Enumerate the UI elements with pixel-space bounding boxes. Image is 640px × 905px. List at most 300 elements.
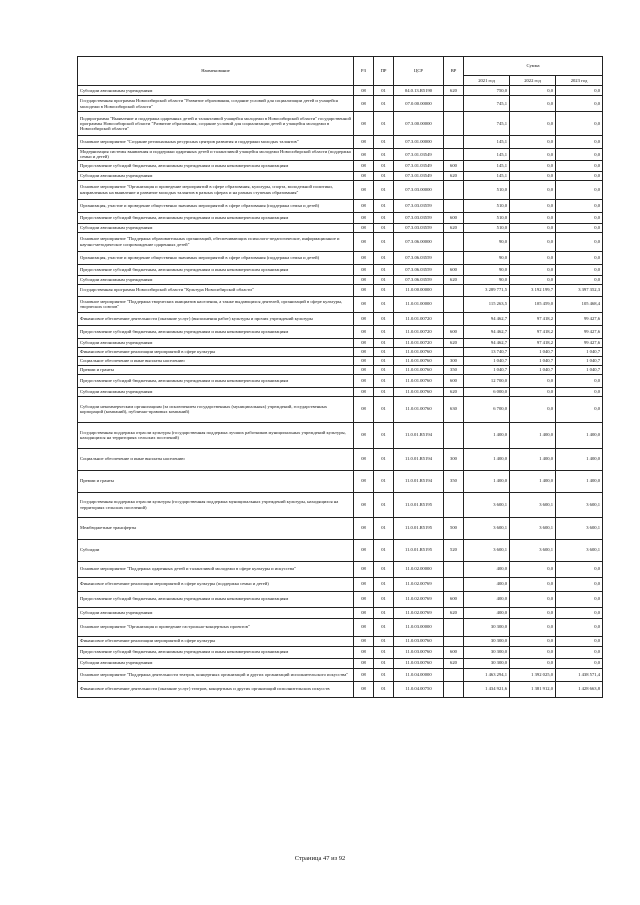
cell-rz: 08 [354, 160, 374, 171]
cell-name: Субсидии автономным учреждениям [78, 658, 354, 668]
cell-pr: 01 [374, 396, 394, 422]
cell-sum-2021: 6 700,0 [464, 396, 510, 422]
cell-vr [444, 251, 464, 264]
cell-sum-2022: 0,0 [510, 136, 556, 149]
cell-sum-2021: 90,0 [464, 264, 510, 275]
table-row [78, 275, 603, 284]
cell-vr: 600 [444, 374, 464, 387]
cell-sum-2023: 99 427,6 [556, 312, 603, 325]
cell-sum-2023: 0,0 [556, 160, 603, 171]
cell-sum-2022: 97 418,2 [510, 325, 556, 338]
cell-sum-2022: 0,0 [510, 618, 556, 636]
cell-pr: 01 [374, 347, 394, 356]
cell-sum-2023: 0,0 [556, 591, 603, 607]
cell-csr: 07.3.01.03549 [394, 171, 444, 180]
cell-sum-2023: 0,0 [556, 86, 603, 96]
cell-pr: 01 [374, 607, 394, 618]
cell-name: Предоставление субсидий бюджетным, автономным учреждениям и иным некоммерческим организациям [78, 646, 354, 658]
cell-pr: 01 [374, 668, 394, 681]
cell-sum-2021: 30 300,0 [464, 658, 510, 668]
cell-pr: 01 [374, 325, 394, 338]
cell-vr [444, 199, 464, 212]
cell-sum-2021: 400,0 [464, 561, 510, 577]
cell-sum-2021: 3 289 771,5 [464, 284, 510, 296]
cell-pr: 01 [374, 646, 394, 658]
cell-name: Основное мероприятие "Организация и проведение мероприятий в сфере образования, культуры, спорта, молодежной политики, направленных на выявление и развитие молодых талантов в разных сферах и на разных ступенях образования" [78, 180, 354, 199]
cell-name: Предоставление субсидий бюджетным, автономным учреждениям и иным некоммерческим организациям [78, 212, 354, 223]
cell-vr [444, 347, 464, 356]
table-row [78, 264, 603, 275]
cell-name: Межбюджетные трансферты [78, 517, 354, 539]
cell-sum-2021: 750,0 [464, 86, 510, 96]
cell-sum-2021: 6 000,0 [464, 387, 510, 396]
cell-sum-2022: 1 400,0 [510, 422, 556, 448]
table-row [78, 160, 603, 171]
cell-sum-2022: 0,0 [510, 149, 556, 161]
cell-name: Основное мероприятие "Поддержка творческих инициатив населения, а также выдающихся деятелей, организаций в сфере культуры, творческих союзов" [78, 296, 354, 312]
budget-table-container [77, 56, 602, 698]
table-body [78, 86, 603, 698]
cell-pr: 01 [374, 171, 394, 180]
table-row [78, 607, 603, 618]
cell-sum-2021: 115 263,5 [464, 296, 510, 312]
cell-sum-2021: 90,0 [464, 232, 510, 251]
cell-name: Организация, участие и проведение общественно значимых мероприятий в сфере образования (поддержка семьи и детей) [78, 251, 354, 264]
cell-sum-2021: 145,1 [464, 149, 510, 161]
cell-rz: 08 [354, 275, 374, 284]
cell-name: Социальное обеспечение и иные выплаты населению [78, 448, 354, 470]
cell-pr: 01 [374, 374, 394, 387]
cell-sum-2021: 1 400,0 [464, 470, 510, 492]
cell-sum-2022: 1 040,7 [510, 356, 556, 365]
cell-rz: 08 [354, 470, 374, 492]
cell-pr: 01 [374, 387, 394, 396]
cell-sum-2023: 3 600,1 [556, 539, 603, 561]
cell-vr: 620 [444, 658, 464, 668]
cell-pr: 01 [374, 232, 394, 251]
cell-csr: 07.0.00.00000 [394, 96, 444, 112]
cell-vr: 620 [444, 607, 464, 618]
cell-vr: 500 [444, 517, 464, 539]
cell-sum-2021: 1 463 294,1 [464, 668, 510, 681]
cell-name: Субсидии автономным учреждениям [78, 387, 354, 396]
cell-sum-2023: 0,0 [556, 636, 603, 646]
cell-csr: 11.0.00.00000 [394, 284, 444, 296]
header-csr: ЦСР [394, 57, 444, 86]
table-header [78, 57, 603, 86]
cell-name: Государственная программа Новосибирской области "Культура Новосибирской области" [78, 284, 354, 296]
cell-sum-2023: 1 400,0 [556, 448, 603, 470]
cell-pr: 01 [374, 112, 394, 136]
cell-name: Основное мероприятие "Организация и проведение гастрольно-концертных проектов" [78, 618, 354, 636]
cell-pr: 01 [374, 180, 394, 199]
cell-vr: 600 [444, 264, 464, 275]
header-sum: Сумма [464, 57, 603, 76]
cell-rz: 08 [354, 607, 374, 618]
cell-name: Модернизация системы выявления и поддержки одаренных детей и талантливой учащейся молодежи Новосибирской области (поддержка семьи и детей) [78, 149, 354, 161]
cell-sum-2021: 745,1 [464, 96, 510, 112]
cell-sum-2023: 3 397 352,3 [556, 284, 603, 296]
cell-sum-2023: 0,0 [556, 577, 603, 591]
cell-sum-2021: 145,1 [464, 171, 510, 180]
cell-vr: 300 [444, 448, 464, 470]
cell-pr: 01 [374, 86, 394, 96]
cell-pr: 01 [374, 338, 394, 347]
cell-rz: 08 [354, 199, 374, 212]
cell-vr: 300 [444, 356, 464, 365]
cell-name: Основное мероприятие "Создание региональных ресурсных центров развития и поддержки молодых талантов" [78, 136, 354, 149]
cell-sum-2021: 94 462,7 [464, 312, 510, 325]
cell-csr: 07.3.03.03559 [394, 223, 444, 232]
cell-vr [444, 577, 464, 591]
cell-sum-2021: 30 300,0 [464, 618, 510, 636]
cell-pr: 01 [374, 296, 394, 312]
cell-csr: 07.3.01.03549 [394, 149, 444, 161]
cell-rz: 08 [354, 149, 374, 161]
cell-sum-2023: 0,0 [556, 251, 603, 264]
cell-name: Субсидии автономным учреждениям [78, 275, 354, 284]
cell-sum-2023: 0,0 [556, 561, 603, 577]
header-year-2023: 2023 год [556, 76, 603, 86]
table-row [78, 232, 603, 251]
cell-name: Субсидии некоммерческим организациям (за исключением государственных (муниципальных) учреждений, государственных корпораций (компаний), публично-правовых компаний) [78, 396, 354, 422]
table-row [78, 284, 603, 296]
cell-sum-2021: 745,1 [464, 112, 510, 136]
cell-sum-2023: 1 428 663,8 [556, 681, 603, 697]
cell-sum-2022: 3 600,1 [510, 492, 556, 517]
cell-name: Субсидии автономным учреждениям [78, 171, 354, 180]
cell-vr [444, 296, 464, 312]
cell-rz: 08 [354, 577, 374, 591]
cell-rz: 08 [354, 325, 374, 338]
cell-rz: 08 [354, 396, 374, 422]
page-number: Страница 47 из 92 [294, 855, 346, 862]
cell-name: Финансовое обеспечение деятельности (оказание услуг) театров, концертных и других организаций исполнительских искусств [78, 681, 354, 697]
table-row [78, 312, 603, 325]
table-row [78, 646, 603, 658]
cell-vr: 630 [444, 396, 464, 422]
cell-csr: 11.0.01.R5194 [394, 470, 444, 492]
cell-rz: 08 [354, 636, 374, 646]
cell-sum-2023: 1 040,7 [556, 356, 603, 365]
cell-pr: 01 [374, 365, 394, 374]
cell-name: Предоставление субсидий бюджетным, автономным учреждениям и иным некоммерческим организациям [78, 264, 354, 275]
cell-sum-2022: 0,0 [510, 591, 556, 607]
cell-name: Субсидии [78, 539, 354, 561]
table-row [78, 251, 603, 264]
table-row [78, 296, 603, 312]
cell-sum-2023: 0,0 [556, 387, 603, 396]
cell-rz: 08 [354, 591, 374, 607]
cell-sum-2021: 510,0 [464, 212, 510, 223]
cell-sum-2022: 97 418,2 [510, 312, 556, 325]
cell-sum-2023: 3 600,1 [556, 517, 603, 539]
cell-pr: 01 [374, 658, 394, 668]
cell-vr [444, 284, 464, 296]
cell-pr: 01 [374, 264, 394, 275]
cell-sum-2022: 3 600,1 [510, 539, 556, 561]
cell-sum-2022: 0,0 [510, 264, 556, 275]
cell-sum-2021: 510,0 [464, 199, 510, 212]
table-row [78, 681, 603, 697]
cell-sum-2023: 0,0 [556, 212, 603, 223]
cell-pr: 01 [374, 470, 394, 492]
cell-sum-2022: 0,0 [510, 86, 556, 96]
cell-vr: 350 [444, 365, 464, 374]
cell-name: Субсидии автономным учреждениям [78, 86, 354, 96]
cell-sum-2022: 0,0 [510, 251, 556, 264]
cell-csr: 11.0.01.00760 [394, 347, 444, 356]
cell-pr: 01 [374, 492, 394, 517]
table-row [78, 577, 603, 591]
cell-csr: 11.0.01.R5195 [394, 492, 444, 517]
cell-vr: 620 [444, 275, 464, 284]
cell-vr [444, 112, 464, 136]
cell-pr: 01 [374, 160, 394, 171]
cell-rz: 08 [354, 668, 374, 681]
cell-sum-2022: 0,0 [510, 112, 556, 136]
cell-vr [444, 422, 464, 448]
cell-csr: 11.0.03.00000 [394, 618, 444, 636]
cell-sum-2023: 3 600,1 [556, 492, 603, 517]
cell-sum-2023: 1 438 571,4 [556, 668, 603, 681]
cell-vr: 620 [444, 338, 464, 347]
table-row [78, 492, 603, 517]
cell-csr: 11.0.03.00760 [394, 658, 444, 668]
cell-sum-2023: 99 427,6 [556, 338, 603, 347]
cell-name: Государственная поддержка отрасли культуры (государственная поддержка лучших работников муниципальных учреждений культуры, находящихся на территориях сельских поселений) [78, 422, 354, 448]
table-row [78, 658, 603, 668]
cell-sum-2021: 1 434 921,6 [464, 681, 510, 697]
cell-pr: 01 [374, 577, 394, 591]
cell-sum-2022: 3 600,1 [510, 517, 556, 539]
cell-name: Субсидии автономным учреждениям [78, 338, 354, 347]
cell-vr: 620 [444, 86, 464, 96]
cell-rz: 08 [354, 517, 374, 539]
table-row [78, 347, 603, 356]
table-row [78, 199, 603, 212]
cell-csr: 07.3.06.00000 [394, 232, 444, 251]
cell-vr: 620 [444, 387, 464, 396]
table-row [78, 668, 603, 681]
cell-csr: 11.0.01.00760 [394, 374, 444, 387]
table-row [78, 517, 603, 539]
cell-vr: 600 [444, 591, 464, 607]
cell-name: Подпрограмма "Выявление и поддержка одаренных детей и талантливой учащейся молодежи в Новосибирской области" государственной программы Новосибирской области "Развитие образования, создание условий для социализации детей и учащейся молодежи в Новосибирской области" [78, 112, 354, 136]
cell-vr [444, 561, 464, 577]
cell-csr: 11.0.01.00760 [394, 365, 444, 374]
cell-sum-2021: 3 600,1 [464, 539, 510, 561]
cell-csr: 07.3.01.03549 [394, 160, 444, 171]
table-row [78, 591, 603, 607]
cell-pr: 01 [374, 284, 394, 296]
cell-rz: 08 [354, 356, 374, 365]
cell-name: Основное мероприятие "Поддержка одаренных детей и талантливой молодежи в сфере культуры и искусства" [78, 561, 354, 577]
cell-csr: 11.0.01.00760 [394, 356, 444, 365]
cell-rz: 08 [354, 387, 374, 396]
cell-sum-2022: 1 040,7 [510, 347, 556, 356]
cell-name: Предоставление субсидий бюджетным, автономным учреждениям и иным некоммерческим организациям [78, 374, 354, 387]
cell-csr: 11.0.01.R5195 [394, 517, 444, 539]
cell-sum-2023: 1 040,7 [556, 347, 603, 356]
cell-sum-2021: 145,1 [464, 136, 510, 149]
cell-csr: 07.3.06.03559 [394, 251, 444, 264]
table-row [78, 365, 603, 374]
cell-vr: 600 [444, 160, 464, 171]
cell-sum-2023: 0,0 [556, 607, 603, 618]
table-row [78, 618, 603, 636]
cell-pr: 01 [374, 96, 394, 112]
cell-csr: 07.3.03.03559 [394, 199, 444, 212]
cell-sum-2021: 1 040,7 [464, 365, 510, 374]
cell-name: Основное мероприятие "Поддержка деятельности театров, концертных организаций и других организаций исполнительского искусства" [78, 668, 354, 681]
cell-vr [444, 149, 464, 161]
cell-rz: 08 [354, 561, 374, 577]
cell-sum-2021: 400,0 [464, 591, 510, 607]
cell-rz: 08 [354, 492, 374, 517]
cell-rz: 08 [354, 180, 374, 199]
cell-name: Финансовое обеспечение реализации мероприятий в сфере культуры [78, 636, 354, 646]
cell-sum-2022: 0,0 [510, 636, 556, 646]
cell-sum-2022: 0,0 [510, 212, 556, 223]
cell-rz: 08 [354, 136, 374, 149]
cell-sum-2022: 0,0 [510, 223, 556, 232]
cell-vr: 350 [444, 470, 464, 492]
cell-rz: 08 [354, 658, 374, 668]
cell-pr: 01 [374, 681, 394, 697]
cell-vr [444, 681, 464, 697]
cell-csr: 07.3.00.00000 [394, 112, 444, 136]
cell-vr [444, 312, 464, 325]
cell-sum-2022: 3 192 199,7 [510, 284, 556, 296]
cell-sum-2023: 0,0 [556, 112, 603, 136]
cell-csr: 11.0.03.00760 [394, 646, 444, 658]
cell-sum-2021: 145,1 [464, 160, 510, 171]
cell-sum-2021: 1 040,7 [464, 356, 510, 365]
table-row [78, 396, 603, 422]
cell-name: Финансовое обеспечение деятельности (оказание услуг) (выполнения работ) культуры и прочих учреждений культуры [78, 312, 354, 325]
cell-csr: 11.0.01.R5194 [394, 448, 444, 470]
cell-csr: 04.0.13.R5190 [394, 86, 444, 96]
cell-rz: 08 [354, 539, 374, 561]
cell-csr: 11.0.02.00769 [394, 607, 444, 618]
table-row [78, 136, 603, 149]
cell-rz: 08 [354, 422, 374, 448]
cell-vr: 620 [444, 223, 464, 232]
cell-pr: 01 [374, 591, 394, 607]
cell-csr: 07.3.06.03559 [394, 275, 444, 284]
cell-name: Социальное обеспечение и иные выплаты населению [78, 356, 354, 365]
cell-pr: 01 [374, 212, 394, 223]
cell-sum-2021: 1 400,0 [464, 448, 510, 470]
cell-sum-2022: 0,0 [510, 180, 556, 199]
cell-pr: 01 [374, 199, 394, 212]
cell-name: Организация, участие и проведение общественно значимых мероприятий в сфере образования (поддержка семьи и детей) [78, 199, 354, 212]
cell-sum-2022: 0,0 [510, 577, 556, 591]
header-year-2021: 2021 год [464, 76, 510, 86]
cell-sum-2023: 0,0 [556, 171, 603, 180]
cell-sum-2021: 30 300,0 [464, 636, 510, 646]
cell-rz: 08 [354, 646, 374, 658]
cell-pr: 01 [374, 275, 394, 284]
cell-name: Премии и гранты [78, 470, 354, 492]
cell-name: Премии и гранты [78, 365, 354, 374]
table-row [78, 325, 603, 338]
cell-sum-2021: 3 600,1 [464, 492, 510, 517]
cell-sum-2021: 94 462,7 [464, 325, 510, 338]
cell-rz: 08 [354, 338, 374, 347]
cell-pr: 01 [374, 136, 394, 149]
cell-rz: 08 [354, 681, 374, 697]
cell-csr: 07.3.01.00000 [394, 136, 444, 149]
cell-name: Государственная программа Новосибирской области "Развитие образования, создание условий для социализации детей и учащейся молодежи в Новосибирской области" [78, 96, 354, 112]
table-row [78, 356, 603, 365]
cell-rz: 08 [354, 312, 374, 325]
cell-csr: 11.0.02.00000 [394, 561, 444, 577]
cell-sum-2023: 1 040,7 [556, 365, 603, 374]
cell-sum-2023: 0,0 [556, 149, 603, 161]
cell-sum-2022: 0,0 [510, 171, 556, 180]
table-row [78, 171, 603, 180]
cell-sum-2022: 0,0 [510, 160, 556, 171]
table-row [78, 470, 603, 492]
cell-sum-2022: 105 459,0 [510, 296, 556, 312]
table-row [78, 86, 603, 96]
header-pr: ПР [374, 57, 394, 86]
table-row [78, 180, 603, 199]
cell-name: Субсидии автономным учреждениям [78, 223, 354, 232]
cell-rz: 08 [354, 347, 374, 356]
cell-rz: 08 [354, 618, 374, 636]
cell-pr: 01 [374, 636, 394, 646]
table-row [78, 112, 603, 136]
cell-vr: 600 [444, 212, 464, 223]
header-vr: ВР [444, 57, 464, 86]
cell-sum-2023: 0,0 [556, 658, 603, 668]
cell-sum-2023: 0,0 [556, 96, 603, 112]
table-row [78, 223, 603, 232]
header-year-2022: 2022 год [510, 76, 556, 86]
cell-rz: 08 [354, 212, 374, 223]
cell-vr [444, 636, 464, 646]
cell-csr: 11.0.01.00000 [394, 296, 444, 312]
cell-vr [444, 96, 464, 112]
cell-pr: 01 [374, 448, 394, 470]
cell-csr: 11.0.02.00769 [394, 591, 444, 607]
cell-sum-2023: 0,0 [556, 396, 603, 422]
cell-vr: 520 [444, 539, 464, 561]
cell-csr: 11.0.01.R5195 [394, 539, 444, 561]
cell-name: Финансовое обеспечение реализации мероприятий в сфере культуры (поддержка семьи и детей) [78, 577, 354, 591]
cell-pr: 01 [374, 539, 394, 561]
cell-pr: 01 [374, 422, 394, 448]
cell-csr: 11.0.02.00769 [394, 577, 444, 591]
cell-sum-2023: 0,0 [556, 264, 603, 275]
cell-rz: 08 [354, 284, 374, 296]
cell-rz: 08 [354, 232, 374, 251]
cell-sum-2021: 510,0 [464, 223, 510, 232]
cell-sum-2022: 1 392 025,0 [510, 668, 556, 681]
cell-csr: 07.3.03.00000 [394, 180, 444, 199]
cell-name: Субсидии автономным учреждениям [78, 607, 354, 618]
table-row [78, 338, 603, 347]
cell-name: Предоставление субсидий бюджетным, автономным учреждениям и иным некоммерческим организациям [78, 325, 354, 338]
table-row [78, 448, 603, 470]
cell-rz: 08 [354, 171, 374, 180]
cell-csr: 07.3.06.03559 [394, 264, 444, 275]
cell-sum-2023: 0,0 [556, 374, 603, 387]
table-row [78, 212, 603, 223]
